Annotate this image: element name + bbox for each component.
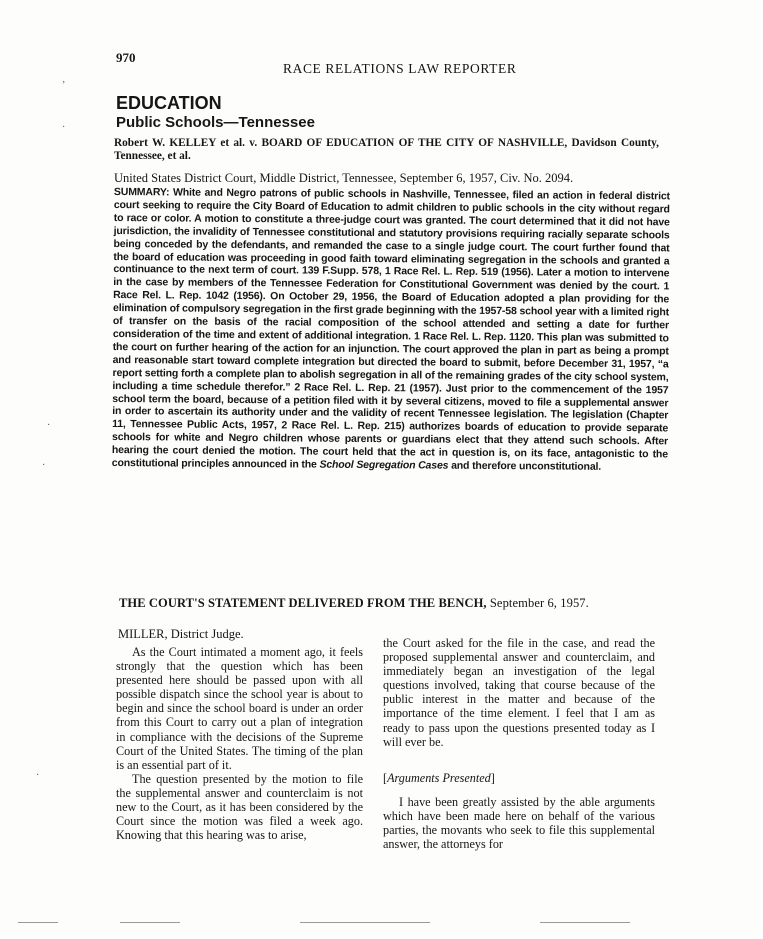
scan-artifact-line <box>18 922 58 923</box>
heading-bracket-close: ] <box>490 770 495 785</box>
heading-text: Arguments Presented <box>387 770 491 785</box>
subsection-heading: Public Schools—Tennessee <box>116 114 315 131</box>
running-title: RACE RELATIONS LAW REPORTER <box>283 61 517 76</box>
statement-date: September 6, 1957. <box>489 596 589 610</box>
scan-artifact-line <box>300 922 430 923</box>
summary-italic-tail: School Segregation Cases <box>319 458 449 472</box>
right-paragraph-1: the Court asked for the file in the case, and read the proposed supplemental answer and counterclaim, and immediately began an investigation of the legal questions involved, taking that course because of the public interest in the matter and because of the importance of the time element. I feel that I am as ready to pass upon the questions presented today as I will ever be. <box>383 636 655 749</box>
court-line: United States District Court, Middle District, Tennessee, September 6, 1957, Civ. No. 2094. <box>114 171 574 185</box>
scan-artifact-line <box>120 922 180 923</box>
left-paragraph-2: The question presented by the motion to file the supplemental answer and counterclaim is not new to the Court, as it has been considered by the Court since the motion was filed a week ago. Knowing that this hearing was to arise, <box>116 771 363 843</box>
left-column <box>116 645 363 842</box>
summary-label: SUMMARY: <box>113 186 170 199</box>
case-summary <box>112 186 670 474</box>
summary-text: White and Negro patrons of public schools in Nashville, Tennessee, filed an action in federal district court seeking to require the City Board of Education to admit children to public schools in the city without regard to race or color. A motion to constitute a three-judge court was granted. The court determined that it did not have jurisdiction, the invalidity of Tennessee constitutional and statutory provisions requiring racially separate schools being conceded by the defendants, and remanded the case to a single judge court. The court further found that the board of education was proceeding in good faith toward eliminating segregation in the schools and granted a continuance to the next term of court. 139 F.Supp. 578, 1 Race Rel. L. Rep. 519 (1956). Later a motion to intervene in the case by members of the Tennessee Federation for Constitutional Government was denied by the court. 1 Race Rel. L. Rep. 1042 (1956). On October 29, 1956, the Board of Education adopted a plan providing for the elimination of compulsory segregation in the first grade beginning with the 1957-58 school year with a limited right of transfer on the basis of the racial composition of the school attended and setting a date for further consideration of the time and extent of additional integration. 1 Race Rel. L. Rep. 1120. This plan was submitted to the court on further hearing of the action for an injunction. The court approved the plan in part as being a prompt and reasonable start toward complete integration but directed the board to submit, before December 31, 1957, “a report setting forth a complete plan to abolish segregation in all of the remaining grades of the city school system, including a time schedule therefor.” 2 Race Rel. L. Rep. 21 (1957). Just prior to the commencement of the 1957 school term the board, because of a petition filed with it by several citizens, moved to file a supplemental answer in order to ascertain its authority under and the validity of recent Tennessee legislation. The legislation (Chapter 11, Tennessee Public Acts, 1957, 2 Race Rel. L. Rep. 215) authorizes boards of education to provide separate schools for white and Negro children whose parents or guardians elect that they attend such schools. After hearing the court denied the motion. The court held that the act in question is, on its face, antagonistic to the constitutional principles announced in the <box>111 186 670 471</box>
margin-mark: · <box>62 122 66 133</box>
case-caption: Robert W. KELLEY et al. v. BOARD OF EDUCATION OF THE CITY OF NASHVILLE, Davidson County, Tennessee, et al. <box>114 137 659 162</box>
margin-mark: · <box>47 420 51 431</box>
summary-end: and therefore unconstitutional. <box>451 459 602 473</box>
judge-line: MILLER, District Judge. <box>118 627 244 641</box>
section-heading: EDUCATION <box>116 93 222 113</box>
margin-mark: · <box>42 460 46 471</box>
page-number: 970 <box>116 50 136 65</box>
arguments-heading <box>383 771 655 785</box>
statement-bold: THE COURT'S STATEMENT DELIVERED FROM THE BENCH, <box>119 596 487 610</box>
statement-heading <box>119 596 679 611</box>
left-paragraph-1: As the Court intimated a moment ago, it feels strongly that the question which has been presented here should be passed upon with all possible dispatch since the school year is about to begin and since the school board is under an order from this Court to carry out a plan of integration in compliance with the decisions of the Supreme Court of the United States. The timing of the plan is an essential part of it. <box>116 645 363 772</box>
scan-artifact-line <box>540 922 630 923</box>
right-paragraph-2: I have been greatly assisted by the able arguments which have been made here on behalf of the various parties, the movants who seek to file this supplemental answer, the attorneys for <box>383 794 655 852</box>
margin-mark: · <box>36 770 40 781</box>
right-column <box>383 636 655 851</box>
heading-bracket-open: [ <box>383 770 388 785</box>
margin-mark: ʼ <box>62 80 66 91</box>
